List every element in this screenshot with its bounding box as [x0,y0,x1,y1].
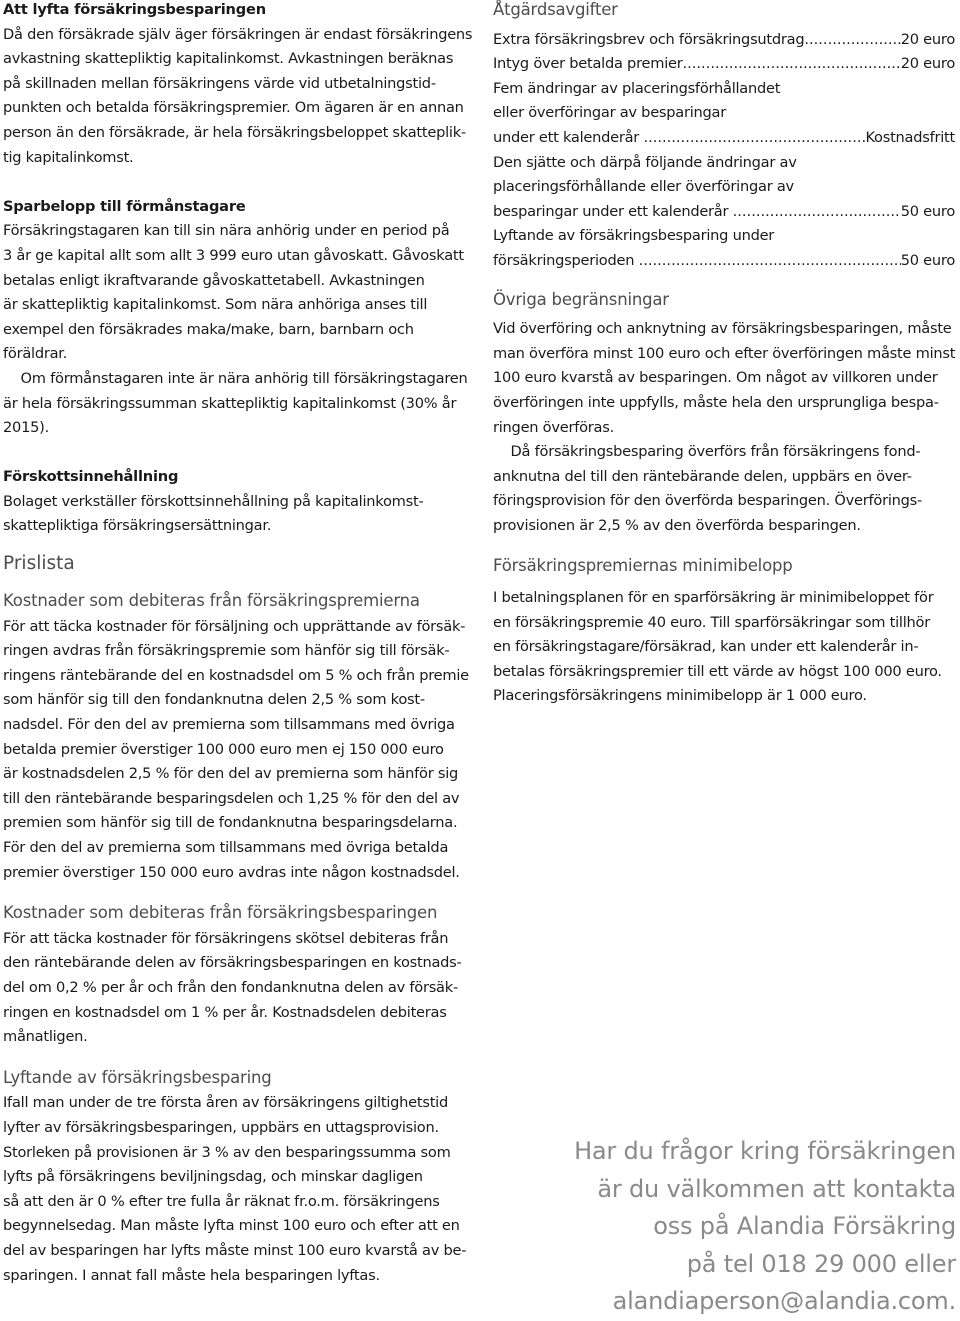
sparbelopp-paragraph [3,219,468,440]
text-line: Då den försäkrade själv äger försäkringen är endast försäkringens [3,25,473,43]
fee-label: försäkringsperioden [493,251,639,269]
text-line: tig kapitalinkomst. [3,148,134,166]
text-line: lyfts på försäkringens beviljningsdag, och minskar dagligen [3,1168,423,1186]
sparbelopp-heading: Sparbelopp till förmånstagare [3,197,246,215]
fee-leader-dots [639,249,901,274]
text-line: 100 euro kvarstå av besparingen. Om något av villkoren under [493,369,938,387]
besparing-paragraph [3,927,465,1050]
lyftande-paragraph [3,1091,465,1288]
text-line: är kostnadsdelen 2,5 % för den del av premierna som hänför sig [3,765,459,783]
text-line: så att den är 0 % efter tre fulla år räknat fr.o.m. försäkringens [3,1192,440,1210]
text-line: del om 0,2 % per år och från den fondanknutna delen av försäk- [3,978,458,996]
minimi-heading: Försäkringspremiernas minimibelopp [493,556,793,576]
fee-row [493,249,955,274]
fee-row [493,126,955,151]
text-line: Vid överföring och anknytning av försäkringsbesparingen, måste [493,320,952,338]
text-line: föringsprovision för den överförda besparingen. Överförings- [493,492,923,510]
fee-leader-dots [643,126,865,151]
text-line: man överföra minst 100 euro och efter överföringen måste minst [493,344,956,362]
text-line: en försäkringstagare/försäkrad, kan under ett kalenderår in- [493,638,919,656]
fee-value: 20 euro [900,30,955,48]
fee-text-line: placeringsförhållande eller överföringar av [493,178,794,196]
text-line: Då försäkringsbesparing överförs från försäkringens fond- [493,443,921,461]
text-line: provisionen är 2,5 % av den överförda besparingen. [493,516,861,534]
text-line: ringen avdras från försäkringspremie som hänför sig till försäk- [3,642,450,660]
text-line: skattepliktiga försäkringsersättningar. [3,517,272,535]
text-line: person än den försäkrade, är hela försäkringsbeloppet skatteplik- [3,123,466,141]
premie-paragraph [3,615,469,886]
text-line: del av besparingen har lyfts måste minst 100 euro kvarstå av be- [3,1241,467,1259]
fee-text-line: eller överföringar av besparingar [493,104,726,122]
text-line: nadsdel. För den del av premierna som tillsammans med övriga [3,716,455,734]
text-line: premier överstiger 150 000 euro avdras inte någon kostnadsdel. [3,863,460,881]
text-line: månatligen. [3,1028,88,1046]
fee-row [493,52,955,77]
text-line: För den del av premierna som tillsammans med övriga betalda [3,839,449,856]
contact-line: oss på Alandia Försäkring [653,1212,956,1240]
text-line: överföringen inte uppfylls, måste hela den ursprungliga bespa- [493,393,939,411]
prislista-heading: Prislista [3,553,75,575]
fee-text-line: Lyftande av försäkringsbesparing under [493,227,775,245]
text-line: föräldrar. [3,345,68,363]
text-line: på skillnaden mellan försäkringens värde vid utbetalningstid- [3,74,436,92]
fee-text-line: Den sjätte och därpå följande ändringar av [493,153,797,171]
text-line: För att täcka kostnader för försäkringens skötsel debiteras från [3,929,449,947]
fee-leader-dots [682,52,900,77]
text-line: Om förmånstagaren inte är nära anhörig till försäkringstagaren [3,369,468,387]
text-line: betalas enligt ikraftvarande gåvoskattetabell. Avkastningen [3,271,425,289]
text-line: betalda premier överstiger 100 000 euro men ej 150 000 euro [3,740,444,758]
text-line: punkten och betalda försäkringspremier. Om ägaren är en annan [3,99,464,117]
minimi-paragraph [493,586,955,709]
fee-value: 50 euro [900,202,955,220]
text-line: I betalningsplanen för en sparförsäkring är minimibeloppet för [493,589,934,607]
fee-leader-dots [804,28,900,53]
spacer [3,170,465,195]
besparing-heading: Kostnader som debiteras från försäkringsbesparingen [3,903,438,923]
text-line: avkastning skattepliktig kapitalinkomst. Avkastningen beräknas [3,50,454,68]
text-line: exempel den försäkrades maka/make, barn, barnbarn och [3,320,414,338]
text-line: premien som hänför sig till de fondanknutna besparingsdelarna. [3,814,458,832]
text-line: Storleken på provisionen är 3 % av den besparingssumma som [3,1143,451,1161]
text-line: är skattepliktig kapitalinkomst. Som nära anhöriga anses till [3,296,428,314]
contact-email[interactable]: alandiaperson@alandia.com. [612,1287,956,1315]
text-line: lyfter av försäkringsbesparingen, uppbärs en uttagsprovision. [3,1118,439,1136]
fee-label: Extra försäkringsbrev och försäkringsutdrag [493,30,805,48]
text-line: sparingen. I annat fall måste hela besparingen lyftas. [3,1266,380,1284]
fee-text-line: Fem ändringar av placeringsförhållandet [493,79,781,97]
contact-info [574,1133,956,1321]
contact-line: är du välkommen att kontakta [597,1174,956,1203]
text-line: 2015). [3,419,49,437]
fee-label: Intyg över betalda premier [493,55,683,73]
text-line: den räntebärande delen av försäkringsbesparingen en kostnads- [3,954,462,972]
contact-line: på tel 018 29 000 eller [686,1249,956,1278]
fee-row [493,200,955,225]
text-line: ringen en kostnadsdel om 1 % per år. Kostnadsdelen debiteras [3,1003,447,1021]
forskott-paragraph [3,490,465,539]
text-line: begynnelsedag. Man måste lyfta minst 100 euro och efter att en [3,1217,460,1235]
text-line: 3 år ge kapital allt som allt 3 999 euro utan gåvoskatt. Gåvoskatt [3,246,464,264]
fee-label: besparingar under ett kalenderår [493,202,733,220]
left-column [3,0,473,1288]
fee-value: 50 euro [900,251,955,269]
contact-line: Har du frågor kring försäkringen [574,1137,956,1165]
fee-value: 20 euro [900,55,955,73]
text-line: en försäkringspremie 40 euro. Till sparförsäkringar som tillhör [493,613,930,631]
text-line: Placeringsförsäkringens minimibelopp är 1 000 euro. [493,687,867,705]
text-line: För att täcka kostnader för försäljning och upprättande av försäk- [3,617,466,635]
fee-row [493,28,955,53]
premie-heading: Kostnader som debiteras från försäkringspremierna [3,591,420,611]
ovriga-paragraph [493,317,955,538]
fee-label: under ett kalenderår [493,128,644,146]
fee-leader-dots [733,200,901,225]
lyfta-paragraph [3,23,473,171]
text-line: betalas försäkringspremier till ett värde av högst 100 000 euro. [493,662,942,680]
fee-list [493,28,955,274]
right-column [493,0,955,709]
text-line: anknutna del till den räntebärande delen, uppbärs en över- [493,467,912,485]
ovriga-heading: Övriga begränsningar [493,289,669,309]
text-line: Bolaget verkställer förskottsinnehållning på kapitalinkomst- [3,492,424,510]
text-line: är hela försäkringssumman skattepliktig kapitalinkomst (30% år [3,394,457,412]
text-line: som hänför sig till den fondanknutna delen 2,5 % som kost- [3,691,425,709]
text-line: Försäkringstagaren kan till sin nära anhörig under en period på [3,222,450,240]
lyfta-heading: Att lyfta försäkringsbesparingen [3,1,266,18]
text-line: Ifall man under de tre första åren av försäkringens giltighetstid [3,1094,448,1112]
fee-value: Kostnadsfritt [865,128,955,146]
forskott-heading: Förskottsinnehållning [3,468,179,486]
text-line: ringen överföras. [493,418,614,436]
text-line: till den räntebärande besparingsdelen och 1,25 % för den del av [3,789,460,807]
text-line: ringens räntebärande del en kostnadsdel om 5 % och från premie [3,666,469,684]
spacer [3,441,465,466]
lyftande-heading: Lyftande av försäkringsbesparing [3,1067,272,1087]
atgard-heading: Åtgärdsavgifter [493,0,618,19]
